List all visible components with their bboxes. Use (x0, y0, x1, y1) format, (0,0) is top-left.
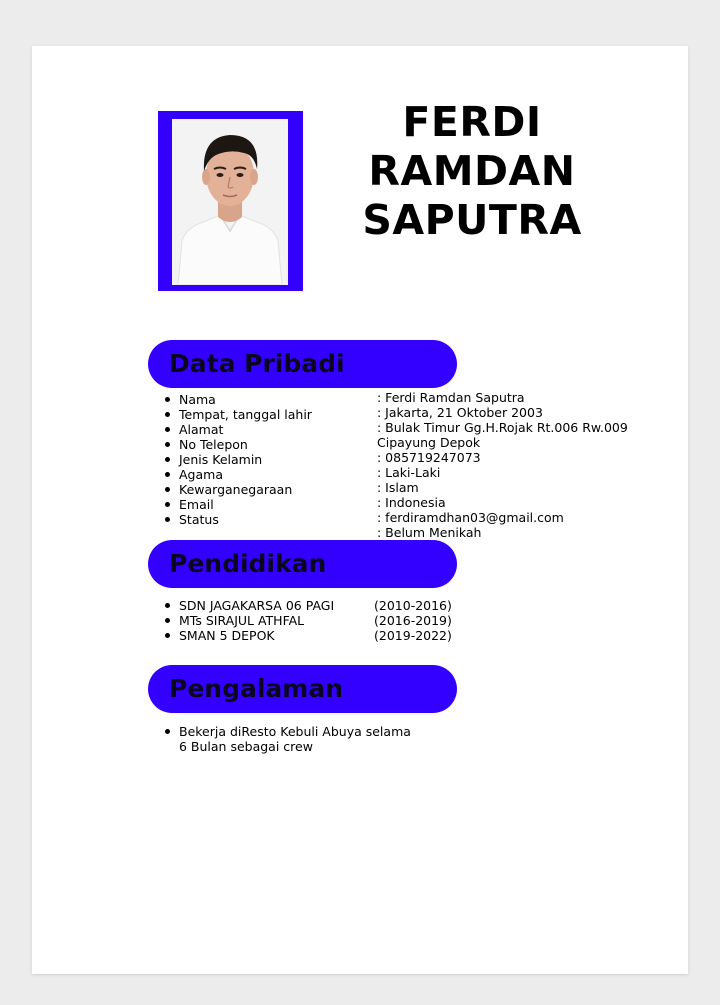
personal-values (377, 390, 628, 540)
profile-photo-frame (158, 111, 303, 291)
section-title-experience: Pengalaman (169, 674, 343, 703)
section-header-experience (148, 665, 457, 713)
section-header-education (148, 540, 457, 588)
label-status: Status (163, 512, 312, 527)
education-school: MTs SIRAJUL ATHFAL (163, 613, 334, 628)
value-address-cont: Cipayung Depok (377, 435, 481, 450)
cv-page (32, 46, 688, 974)
education-school: SDN JAGAKARSA 06 PAGI (163, 598, 334, 613)
profile-photo (172, 119, 288, 285)
education-years (374, 598, 452, 643)
label-email: Email (163, 497, 312, 512)
section-title-education: Pendidikan (169, 549, 327, 578)
value-phone: : 085719247073 (377, 450, 481, 465)
personal-labels-list (163, 392, 312, 527)
name-line-middle: RAMDAN (368, 147, 576, 195)
section-header-personal (148, 340, 457, 388)
value-name: : Ferdi Ramdan Saputra (377, 390, 525, 405)
education-year: (2010-2016) (374, 598, 452, 613)
education-year: (2019-2022) (374, 628, 452, 643)
value-status: : Belum Menikah (377, 525, 482, 540)
value-gender: : Laki-Laki (377, 465, 441, 480)
name-line-last: SAPUTRA (362, 196, 582, 244)
value-religion: : Islam (377, 480, 419, 495)
value-address: : Bulak Timur Gg.H.Rojak Rt.006 Rw.009 (377, 420, 628, 435)
name-line-first: FERDI (402, 98, 542, 146)
label-birth: Tempat, tanggal lahir (163, 407, 312, 422)
experience-item: Bekerja diResto Kebuli Abuya selama 6 Bulan sebagai crew (163, 724, 419, 754)
section-title-personal: Data Pribadi (169, 349, 345, 378)
label-citizenship: Kewarganegaraan (163, 482, 312, 497)
education-year: (2016-2019) (374, 613, 452, 628)
person-photo-illustration (172, 119, 288, 285)
education-list (163, 598, 334, 643)
value-citizenship: : Indonesia (377, 495, 446, 510)
label-address: Alamat (163, 422, 312, 437)
label-gender: Jenis Kelamin (163, 452, 312, 467)
education-school: SMAN 5 DEPOK (163, 628, 334, 643)
value-birth: : Jakarta, 21 Oktober 2003 (377, 405, 543, 420)
label-phone: No Telepon (163, 437, 312, 452)
experience-list (163, 724, 419, 754)
value-email: : ferdiramdhan03@gmail.com (377, 510, 564, 525)
label-religion: Agama (163, 467, 312, 482)
full-name-heading (342, 98, 602, 245)
label-name: Nama (163, 392, 312, 407)
